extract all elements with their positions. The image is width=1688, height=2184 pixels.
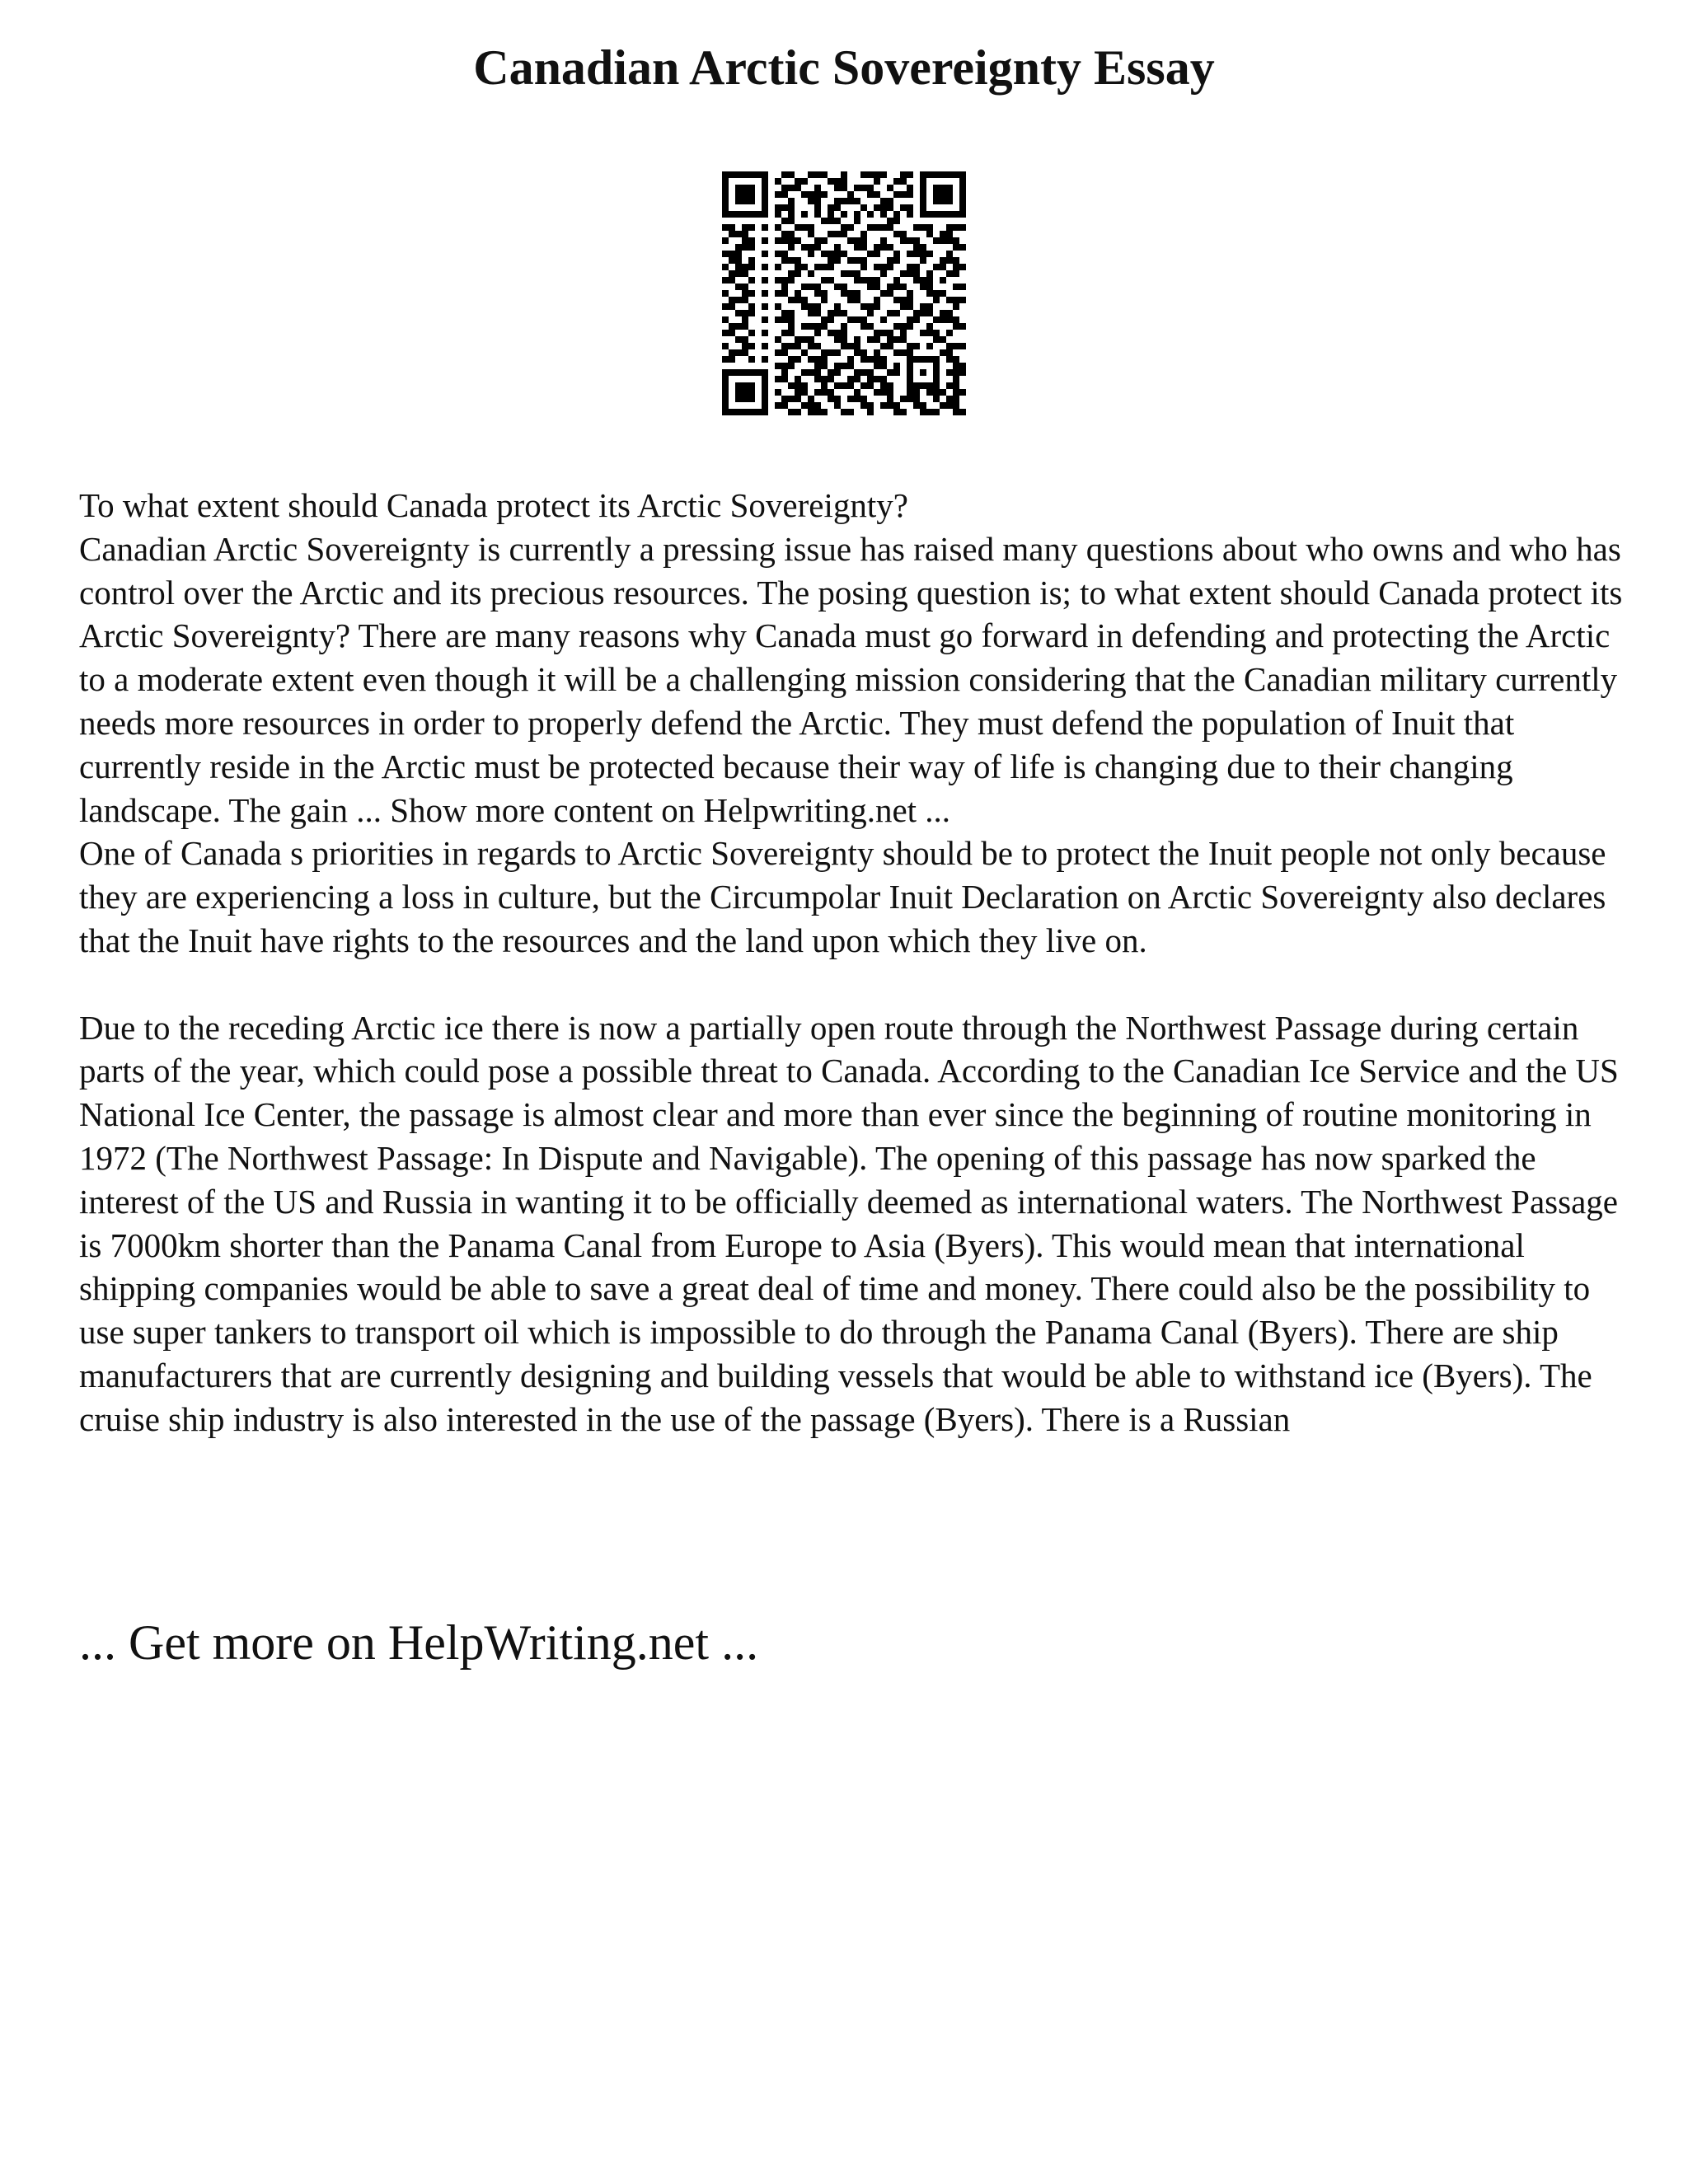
- qr-code-icon: [722, 171, 966, 415]
- essay-body: [79, 484, 1629, 1441]
- get-more-link[interactable]: ... Get more on HelpWriting.net ...: [79, 1615, 759, 1670]
- document-title: Canadian Arctic Sovereignty Essay: [473, 40, 1215, 95]
- essay-question: To what extent should Canada protect its Arctic Sovereignty?: [79, 486, 908, 524]
- paragraph-spacer: [79, 963, 1629, 1006]
- essay-paragraph: Due to the receding Arctic ice there is now a partially open route through the Northwest Passage during certain parts of the year, which could pose a possible threat to Canada. According to the Canadian Ice Service and the US National Ice Center, the passage is almost clear and more than ever since the beginning of routine monitoring in 1972 (The Northwest Passage: In Dispute and Navigable). The opening of this passage has now sparked the interest of the US and Russia in wanting it to be officially deemed as international waters. The Northwest Passage is 7000km shorter than the Panama Canal from Europe to Asia (Byers). This would mean that international shipping companies would be able to save a great deal of time and money. There could also be the possibility to use super tankers to transport oil which is impossible to do through the Panama Canal (Byers). There are ship manufacturers that are currently designing and building vessels that would be able to withstand ice (Byers). The cruise ship industry is also interested in the use of the passage (Byers). There is a Russian: [79, 1008, 1619, 1438]
- essay-paragraph: Canadian Arctic Sovereignty is currently a pressing issue has raised many questions about who owns and who has control over the Arctic and its precious resources. The posing question is; to what extent should Canada protect its Arctic Sovereignty? There are many reasons why Canada must go forward in defending and protecting the Arctic to a moderate extent even though it will be a challenging mission considering that the Canadian military currently needs more resources in order to properly defend the Arctic. They must defend the population of Inuit that currently reside in the Arctic must be protected because their way of life is changing due to their changing landscape. The gain ... Show more content on Helpwriting.net ...: [79, 529, 1623, 829]
- essay-paragraph: One of Canada s priorities in regards to Arctic Sovereignty should be to protect the Inuit people not only because they are experiencing a loss in culture, but the Circumpolar Inuit Declaration on Arctic Sovereignty also declares that the Inuit have rights to the resources and the land upon which they live on.: [79, 834, 1606, 959]
